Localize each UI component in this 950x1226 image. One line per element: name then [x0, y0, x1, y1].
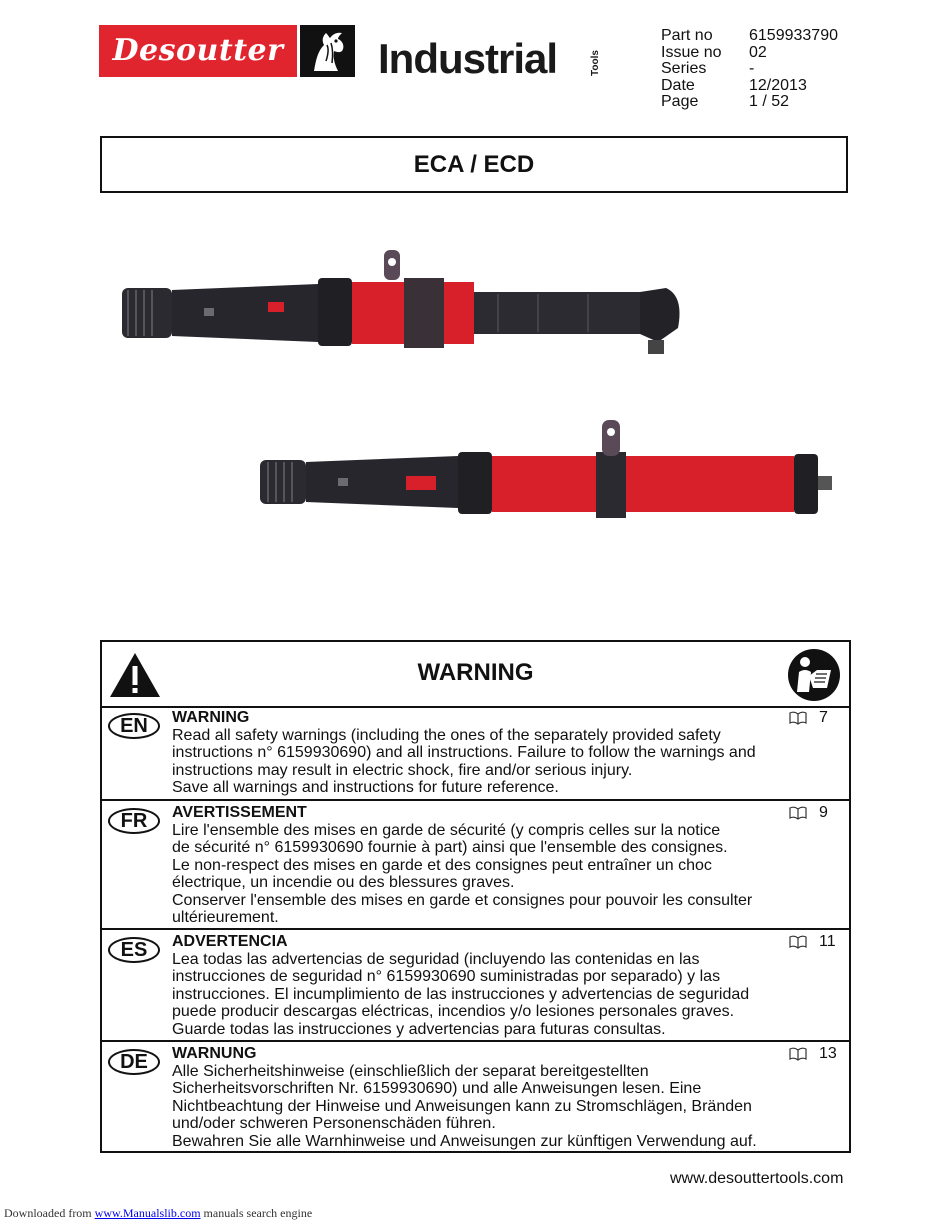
- read-manual-icon: [787, 648, 841, 702]
- website-link[interactable]: www.desouttertools.com: [670, 1170, 844, 1187]
- industrial-wordmark: Industrial: [378, 35, 558, 82]
- horse-logo-icon: [300, 25, 355, 77]
- brand-name: Desoutter: [112, 33, 284, 68]
- page-reference[interactable]: 11: [789, 933, 836, 951]
- document-title: ECA / ECD: [413, 151, 535, 178]
- lang-heading: ADVERTENCIA: [172, 933, 288, 950]
- document-info: [661, 28, 838, 111]
- language-code-badge: EN: [108, 713, 160, 739]
- warning-box: [100, 640, 851, 1153]
- doc-info-row: Issue no 02: [661, 43, 767, 61]
- lang-text: WARNING Read all safety warnings (including the ones of the separately provided safety instructions n° 6159930690) and all instructions. Failure to follow the warnings and instructions may result in electric shock, fire and/or serious injury. Save all warnings and instructions for future reference.: [172, 709, 782, 797]
- lang-section-en: [102, 706, 849, 801]
- lang-text: AVERTISSEMENT Lire l'ensemble des mises en garde de sécurité (y compris celles sur la notice de sécurité n° 6159930690 fournie à part) ainsi que l'ensemble des consignes. Le non-respect des mises en garde et des consignes peut entraîner un choc électrique, un incendie ou des blessures graves. Conserver l'ensemble des mises en garde et consignes pour pouvoir les consulter ultérieurement.: [172, 804, 782, 927]
- doc-info-row: Part no 6159933790: [661, 27, 838, 44]
- lang-section-es: [102, 930, 849, 1042]
- page-reference[interactable]: 9: [789, 804, 828, 822]
- doc-info-row: Date 12/2013: [661, 76, 807, 94]
- desoutter-logo: [99, 25, 297, 77]
- lang-heading: WARNUNG: [172, 1045, 257, 1062]
- doc-info-row: Series -: [661, 60, 755, 77]
- warning-header: [102, 642, 849, 708]
- manualslib-link[interactable]: www.Manualslib.com: [94, 1206, 201, 1220]
- book-icon: [789, 1047, 807, 1061]
- warning-title: WARNING: [417, 659, 534, 686]
- page-reference[interactable]: 7: [789, 709, 828, 727]
- lang-heading: AVERTISSEMENT: [172, 804, 307, 821]
- language-code-badge: FR: [108, 808, 160, 834]
- book-icon: [789, 711, 807, 725]
- book-icon: [789, 935, 807, 949]
- lang-section-fr: [102, 801, 849, 930]
- lang-heading: WARNING: [172, 709, 250, 726]
- tools-wordmark: Tools: [590, 50, 601, 76]
- lang-text: ADVERTENCIA Lea todas las advertencias de seguridad (incluyendo las contenidas en las instrucciones de seguridad n° 6159930690 suministradas por separado) y las instrucciones. El incumplimiento de las instrucciones y advertencias de seguridad puede producir descargas eléctricas, incendios y/o lesiones personales graves. Guarde todas las instrucciones y advertencias para futuras consultas.: [172, 933, 782, 1038]
- language-code-badge: DE: [108, 1049, 160, 1075]
- lang-text: WARNUNG Alle Sicherheitshinweise (einschließlich der separat bereitgestellten Sicherheitsvorschriften Nr. 6159930690) und alle Anweisungen lesen. Eine Nichtbeachtung der Hinweise und Anweisungen kann zu Stromschlägen, Bränden und/oder schweren Personenschäden führen. Bewahren Sie alle Warnhinweise und Anweisungen zur künftigen Verwendung auf.: [172, 1045, 782, 1150]
- doc-info-row: Page 1 / 52: [661, 93, 790, 110]
- lang-section-de: [102, 1042, 849, 1153]
- industrial-tools-logo: [378, 35, 601, 82]
- book-icon: [789, 806, 807, 820]
- angle-tool-image: [118, 248, 698, 368]
- straight-tool-image: [258, 418, 838, 528]
- title-box: [100, 136, 848, 193]
- download-footer: Downloaded from www.Manualslib.com manuals search engine: [4, 1206, 313, 1220]
- page-reference[interactable]: 13: [789, 1045, 837, 1063]
- language-code-badge: ES: [108, 937, 160, 963]
